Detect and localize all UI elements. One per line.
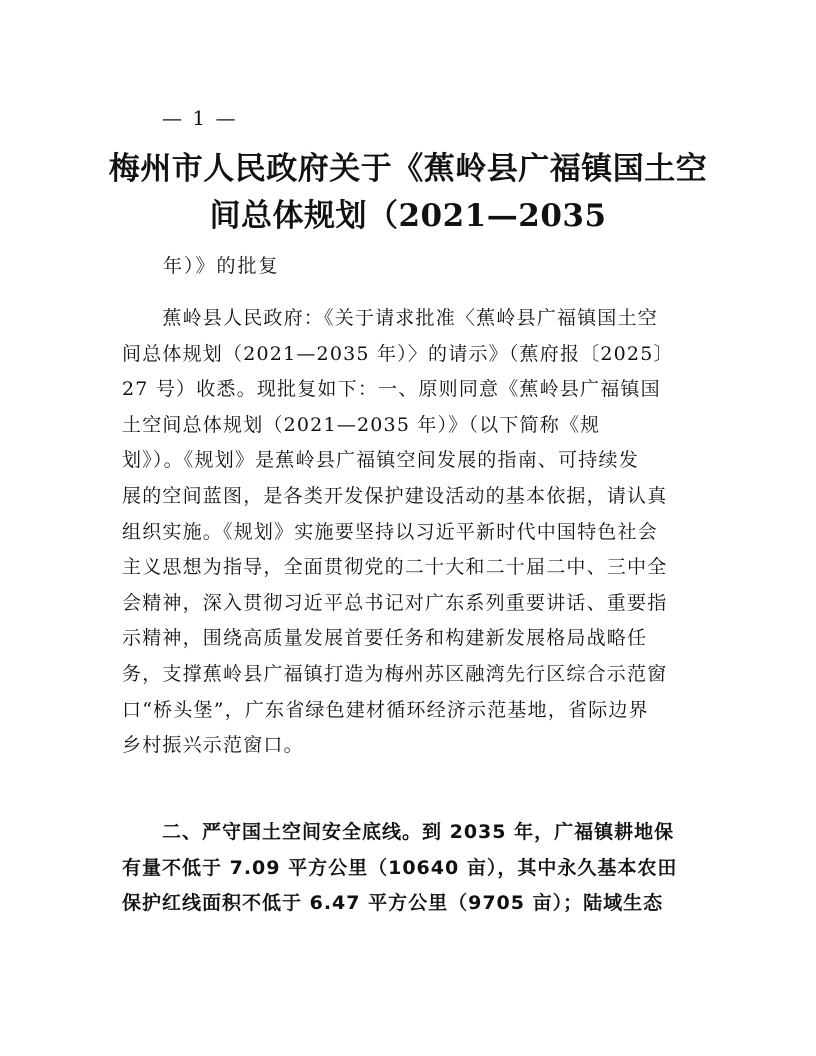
text-line: 有量不低于 7.09 平方公里（10640 亩），其中永久基本农田: [122, 856, 678, 879]
text-line: 组织实施。《规划》实施要坚持以习近平新时代中国特色社会: [122, 520, 658, 543]
text-line: 口“桥头堡”，广东省绿色建材循环经济示范基地，省际边界: [122, 698, 649, 721]
page-number: — 1 —: [162, 106, 238, 130]
text-line: 展的空间蓝图，是各类开发保护建设活动的基本依据，请认真: [122, 484, 668, 507]
text-line: 27 号）收悉。现批复如下：一、原则同意《蕉岭县广福镇国: [122, 378, 661, 401]
text-line: 乡村振兴示范窗口。: [122, 734, 304, 757]
text-line: 会精神，深入贯彻习近平总书记对广东系列重要讲话、重要指: [122, 591, 668, 614]
title-line-1: 梅州市人民政府关于《蕉岭县广福镇国土空: [108, 151, 708, 187]
text-line: 二、严守国土空间安全底线。到 2035 年，广福镇耕地保: [122, 821, 675, 843]
document-title: [108, 146, 708, 240]
body-paragraph-1: [122, 301, 702, 764]
title-tail: 年）》的批复: [163, 255, 280, 277]
text-line: 土空间总体规划（2021—2035 年）》（以下简称《规: [122, 413, 601, 436]
text-line: 蕉岭县人民政府：《关于请求批准〈蕉岭县广福镇国土空: [122, 307, 658, 329]
text-line: 务，支撑蕉岭县广福镇打造为梅州苏区融湾先行区综合示范窗: [122, 662, 668, 685]
text-line: 划》）。《规划》是蕉岭县广福镇空间发展的指南、可持续发: [122, 449, 639, 472]
title-line-2: 间总体规划（2021—2035: [209, 198, 607, 234]
text-line: 间总体规划（2021—2035 年）〉的请示》（蕉府报〔2025〕: [122, 342, 674, 365]
text-line: 示精神，围绕高质量发展首要任务和构建新发展格局战略任: [122, 627, 648, 650]
text-line: 保护红线面积不低于 6.47 平方公里（9705 亩）；陆域生态: [122, 892, 664, 915]
body-paragraph-2: [122, 815, 702, 922]
text-line: 主义思想为指导，全面贯彻党的二十大和二十届二中、三中全: [122, 556, 668, 579]
